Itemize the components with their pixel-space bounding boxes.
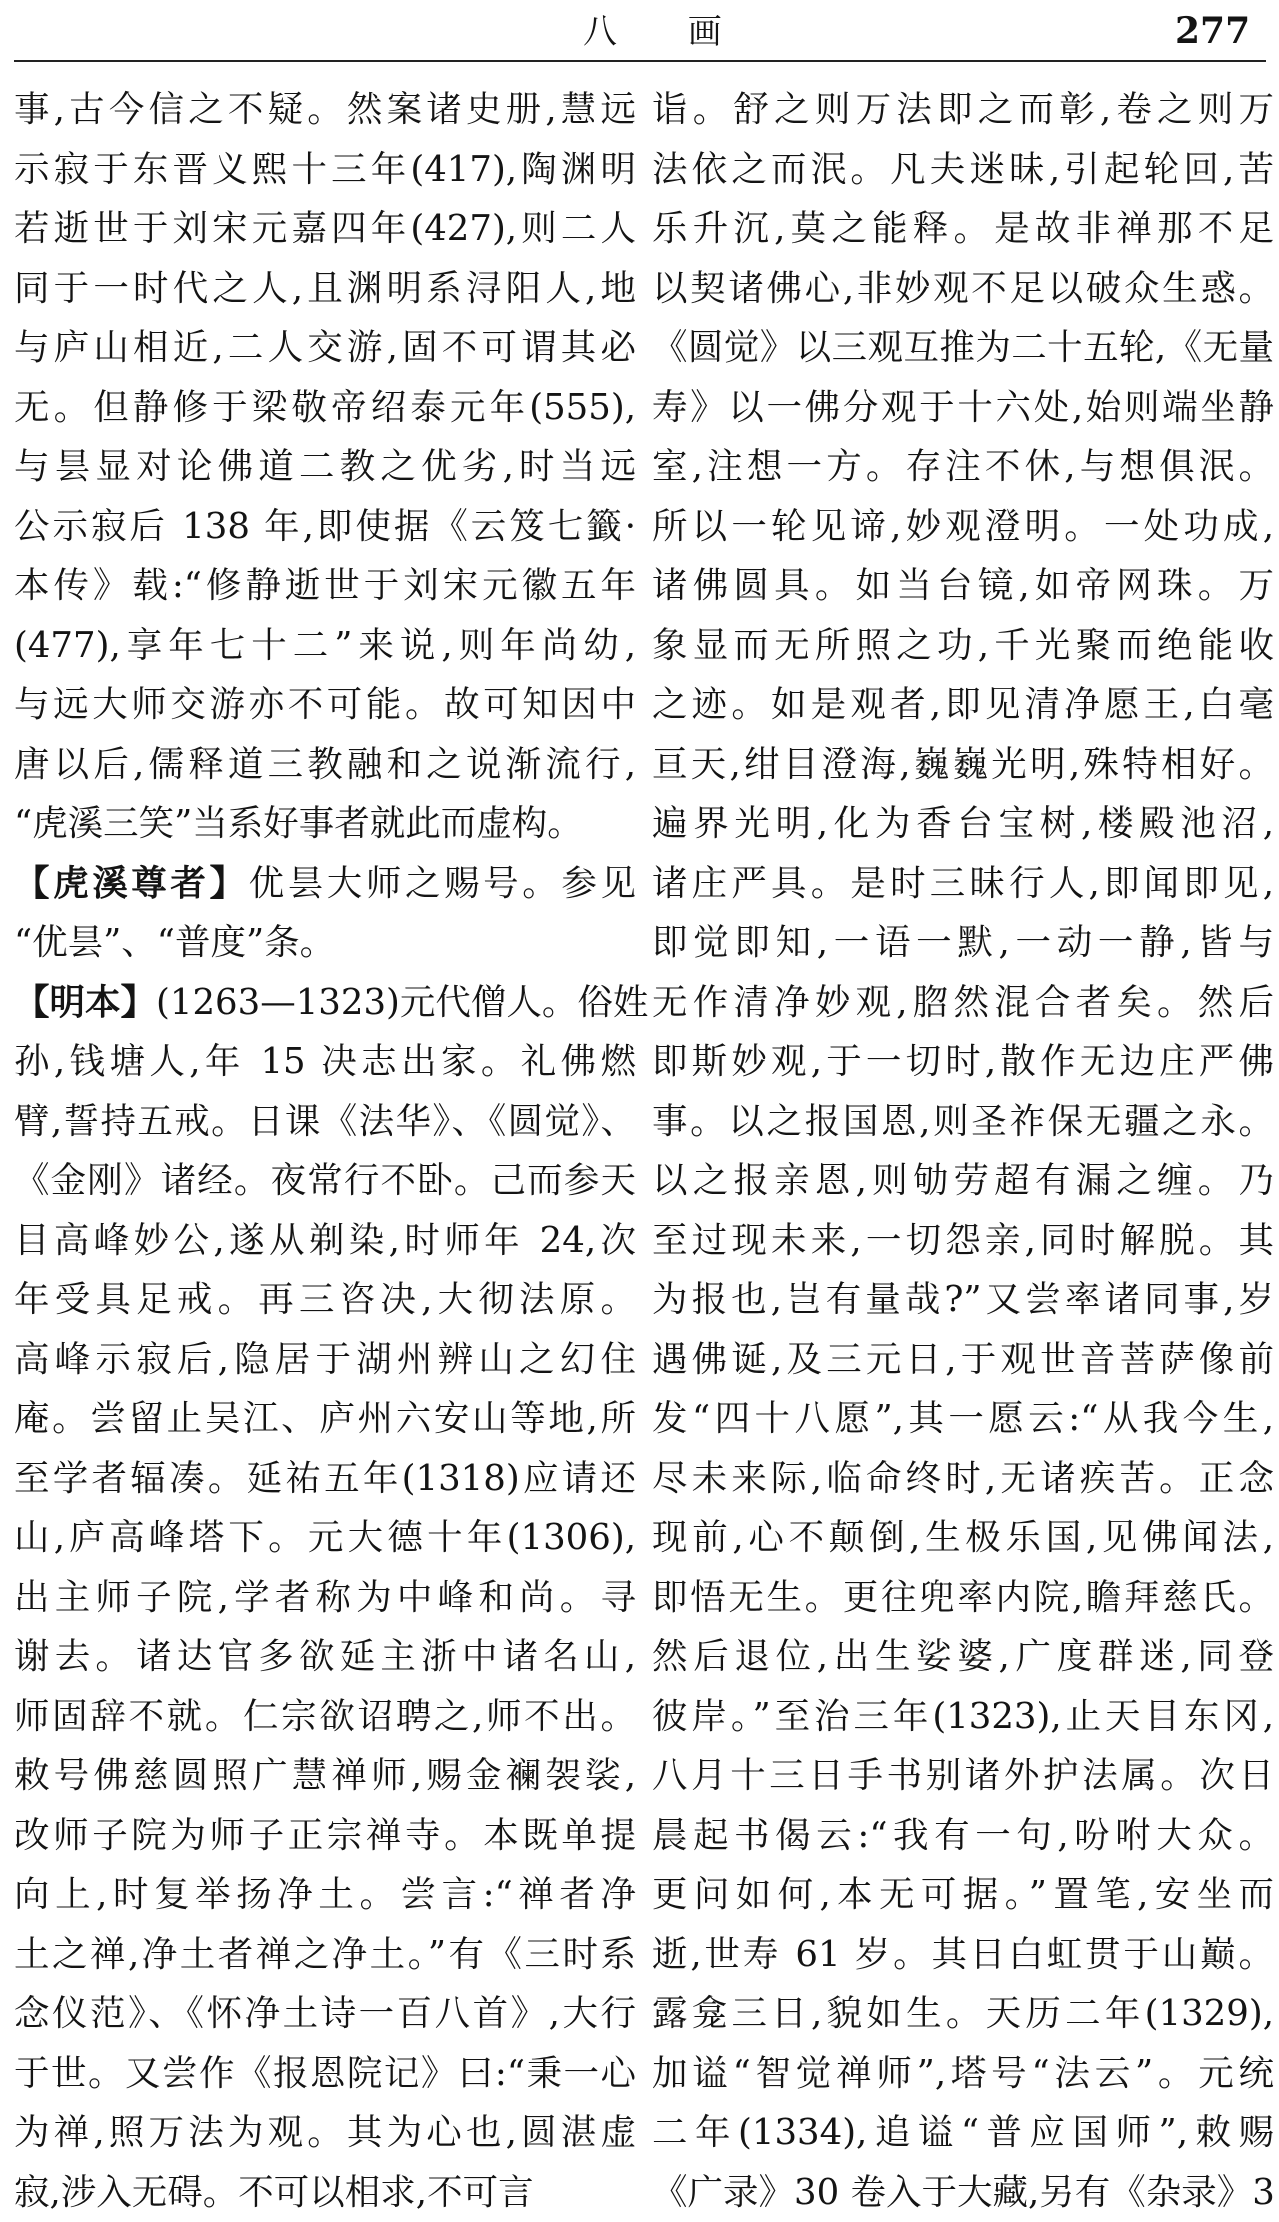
text-line: 尽未来际,临命终时,无诸疾苦。正念 (652, 1449, 1274, 1509)
text-line: 至过现未来,一切怨亲,同时解脱。其 (652, 1211, 1274, 1271)
text-line: 《金刚》诸经。夜常行不卧。己而参天 (14, 1151, 636, 1211)
page-number: 277 (1175, 10, 1250, 52)
text-line: 孙,钱塘人,年 15 决志出家。礼佛燃 (14, 1032, 636, 1092)
text-line: 露龛三日,貌如生。天历二年(1329), (652, 1984, 1274, 2044)
text-line: 【虎溪尊者】优昙大师之赐号。参见 (14, 854, 636, 914)
text-line: 若逝世于刘宋元嘉四年(427),则二人 (14, 199, 636, 259)
text-line: 即斯妙观,于一切时,散作无边庄严佛 (652, 1032, 1274, 1092)
text-line: 即觉即知,一语一默,一动一静,皆与 (652, 913, 1274, 973)
text-line: 土之禅,净土者禅之净土。”有《三时系 (14, 1925, 636, 1985)
text-line: 事。以之报国恩,则圣祚保无疆之永。 (652, 1092, 1274, 1152)
text-line: 本传》载:“修静逝世于刘宋元徽五年 (14, 556, 636, 616)
text-line: 室,注想一方。存注不休,与想俱泯。 (652, 437, 1274, 497)
text-line: 诸庄严具。是时三昧行人,即闻即见, (652, 854, 1274, 914)
section-title: 八 画 (583, 4, 752, 53)
text-line: 年受具足戒。再三咨决,大彻法原。 (14, 1270, 636, 1330)
text-line: 所以一轮见谛,妙观澄明。一处功成, (652, 497, 1274, 557)
text-line: 为禅,照万法为观。其为心也,圆湛虚 (14, 2103, 636, 2163)
entry-headword: 【明本】 (14, 982, 156, 1023)
text-line: 即悟无生。更往兜率内院,瞻拜慈氏。 (652, 1568, 1274, 1628)
text-line: 诣。舒之则万法即之而彰,卷之则万 (652, 80, 1274, 140)
text-line: 晨起书偈云:“我有一句,吩咐大众。 (652, 1806, 1274, 1866)
text-line: 寿》以一佛分观于十六处,始则端坐静 (652, 378, 1274, 438)
text-line: 遍界光明,化为香台宝树,楼殿池沼, (652, 794, 1274, 854)
text-line: 庵。尝留止吴江、庐州六安山等地,所 (14, 1389, 636, 1449)
text-line: 师固辞不就。仁宗欲诏聘之,师不出。 (14, 1687, 636, 1747)
text-line: 谢去。诸达官多欲延主浙中诸名山, (14, 1627, 636, 1687)
text-line: 更问如何,本无可据。”置笔,安坐而 (652, 1865, 1274, 1925)
text-line: 《广录》30 卷入于大藏,另有《杂录》3 (652, 2163, 1274, 2222)
text-line: 以之报亲恩,则劬劳超有漏之缠。乃 (652, 1151, 1274, 1211)
text-line: 与远大师交游亦不可能。故可知因中 (14, 675, 636, 735)
text-line: 事,古今信之不疑。然案诸史册,慧远 (14, 80, 636, 140)
text-line: (477),享年七十二”来说,则年尚幼, (14, 616, 636, 676)
text-line: 为报也,岂有量哉?”又尝率诸同事,岁 (652, 1270, 1274, 1330)
text-line: 以契诸佛心,非妙观不足以破众生惑。 (652, 259, 1274, 319)
text-line: 山,庐高峰塔下。元大德十年(1306), (14, 1508, 636, 1568)
text-line: 亘天,绀目澄海,巍巍光明,殊特相好。 (652, 735, 1274, 795)
text-line: 《圆觉》以三观互推为二十五轮,《无量 (652, 318, 1274, 378)
text-line: 出主师子院,学者称为中峰和尚。寻 (14, 1568, 636, 1628)
text-line: “优昙”、“普度”条。 (14, 913, 636, 973)
text-line: 然后退位,出生娑婆,广度群迷,同登 (652, 1627, 1274, 1687)
text-line: 念仪范》、《怀净土诗一百八首》,大行 (14, 1984, 636, 2044)
text-line: “虎溪三笑”当系好事者就此而虚构。 (14, 794, 636, 854)
text-line: 无。但静修于梁敬帝绍泰元年(555), (14, 378, 636, 438)
text-line: 无作清净妙观,脗然混合者矣。然后 (652, 973, 1274, 1033)
text-line: 唐以后,儒释道三教融和之说渐流行, (14, 735, 636, 795)
text-line: 向上,时复举扬净土。尝言:“禅者净 (14, 1865, 636, 1925)
text-line: 诸佛圆具。如当台镜,如帝网珠。万 (652, 556, 1274, 616)
left-column (14, 80, 636, 2222)
header-rule (14, 60, 1266, 62)
text-line: 与昙显对论佛道二教之优劣,时当远 (14, 437, 636, 497)
text-line: 敕号佛慈圆照广慧禅师,赐金襕袈裟, (14, 1746, 636, 1806)
text-line: 【明本】(1263—1323)元代僧人。俗姓 (14, 973, 636, 1033)
page-header (0, 0, 1279, 64)
text-line: 八月十三日手书别诸外护法属。次日 (652, 1746, 1274, 1806)
text-line: 与庐山相近,二人交游,固不可谓其必 (14, 318, 636, 378)
text-line: 法依之而泯。凡夫迷昧,引起轮回,苦 (652, 140, 1274, 200)
right-column (652, 80, 1274, 2222)
text-line: 二年(1334),追谥“普应国师”,敕赐 (652, 2103, 1274, 2163)
text-line: 高峰示寂后,隐居于湖州辨山之幻住 (14, 1330, 636, 1390)
entry-headword: 【虎溪尊者】 (14, 863, 249, 904)
text-line: 发“四十八愿”,其一愿云:“从我今生, (652, 1389, 1274, 1449)
text-line: 示寂于东晋义熙十三年(417),陶渊明 (14, 140, 636, 200)
text-line: 寂,涉入无碍。不可以相求,不可言 (14, 2163, 636, 2222)
text-line: 同于一时代之人,且渊明系浔阳人,地 (14, 259, 636, 319)
text-line: 现前,心不颠倒,生极乐国,见佛闻法, (652, 1508, 1274, 1568)
text-line: 彼岸。”至治三年(1323),止天目东冈, (652, 1687, 1274, 1747)
text-line: 乐升沉,莫之能释。是故非禅那不足 (652, 199, 1274, 259)
text-line: 公示寂后 138 年,即使据《云笈七籤· (14, 497, 636, 557)
text-line: 之迹。如是观者,即见清净愿王,白毫 (652, 675, 1274, 735)
text-line: 臂,誓持五戒。日课《法华》、《圆觉》、 (14, 1092, 636, 1152)
text-line: 象显而无所照之功,千光聚而绝能收 (652, 616, 1274, 676)
text-line: 逝,世寿 61 岁。其日白虹贯于山巅。 (652, 1925, 1274, 1985)
text-line: 遇佛诞,及三元日,于观世音菩萨像前 (652, 1330, 1274, 1390)
text-line: 目高峰妙公,遂从剃染,时师年 24,次 (14, 1211, 636, 1271)
text-line: 至学者辐凑。延祐五年(1318)应请还 (14, 1449, 636, 1509)
text-line: 改师子院为师子正宗禅寺。本既单提 (14, 1806, 636, 1866)
text-line: 加谥“智觉禅师”,塔号“法云”。元统 (652, 2044, 1274, 2104)
text-line: 于世。又尝作《报恩院记》曰:“秉一心 (14, 2044, 636, 2104)
